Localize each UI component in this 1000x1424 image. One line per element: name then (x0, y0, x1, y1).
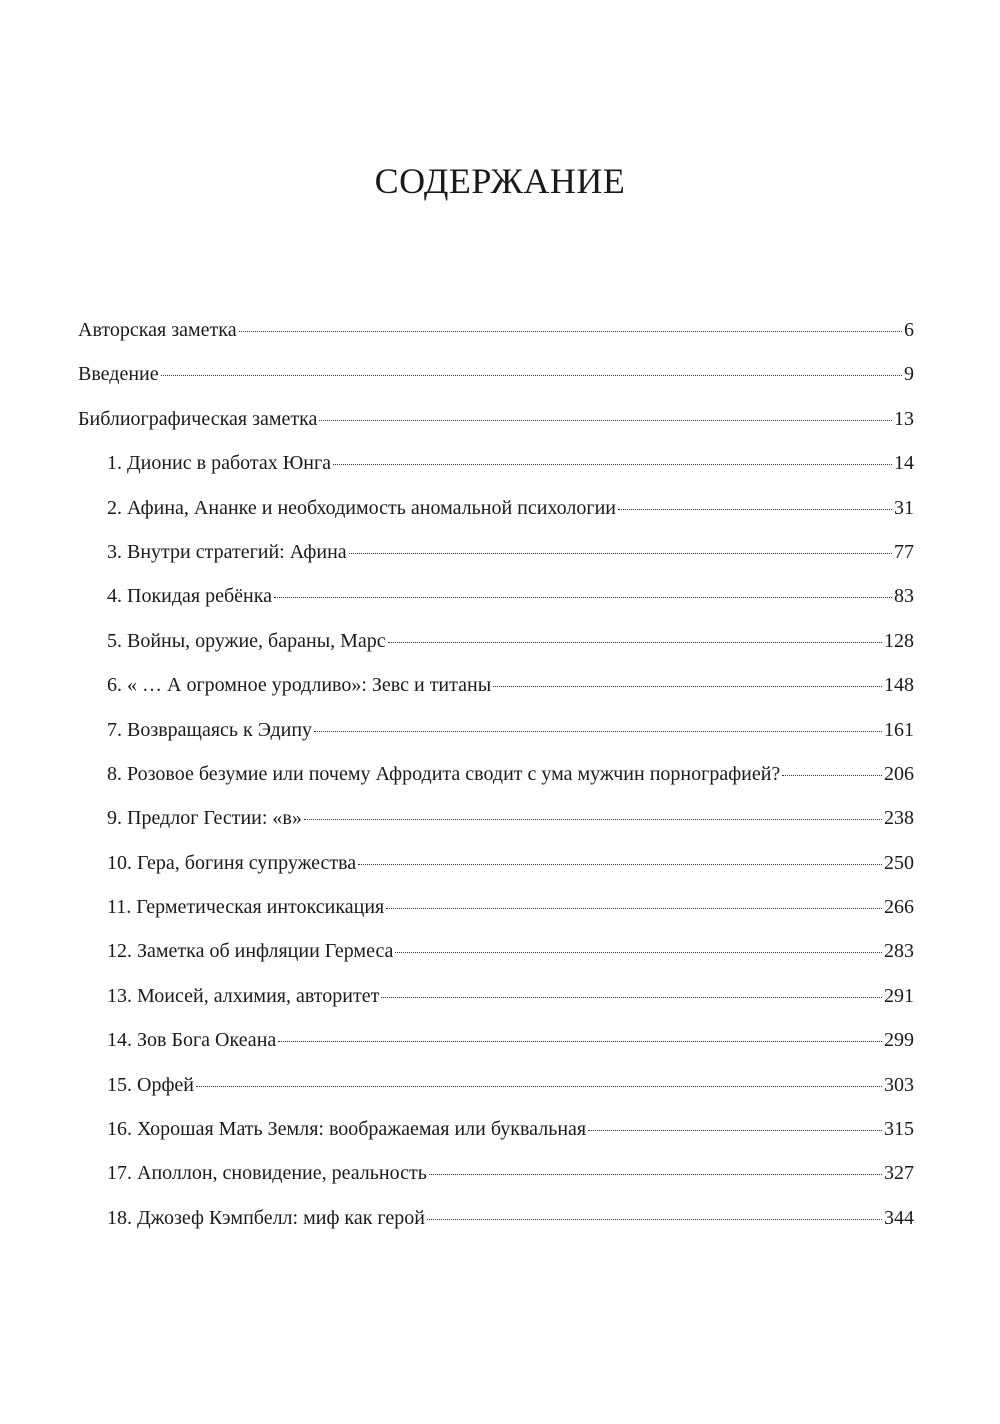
toc-entry-page-number: 13 (894, 407, 914, 430)
toc-entry-page-number: 31 (894, 496, 914, 519)
dot-leader (333, 464, 892, 465)
toc-entry-label: Авторская заметка (78, 319, 237, 341)
dot-leader (314, 731, 882, 732)
toc-entry-label: 6. « … А огромное уродливо»: Зевс и титаны (107, 674, 492, 697)
toc-entry-label: 10. Гера, богиня супружества (107, 851, 357, 874)
toc-entry (78, 891, 914, 935)
toc-entry-label: 12. Заметка об инфляции Гермеса (107, 940, 394, 963)
toc-entry-page-number: 9 (904, 363, 914, 386)
dot-leader (196, 1086, 882, 1087)
toc-entry (78, 492, 914, 536)
toc-entry-label: 11. Герметическая интоксикация (107, 896, 385, 919)
toc-entry-label: Введение (78, 363, 159, 386)
dot-leader (274, 597, 892, 598)
toc-entry-label: 3. Внутри стратегий: Афина (107, 540, 347, 563)
toc-entry-label: 5. Войны, оружие, бараны, Марс (107, 629, 386, 652)
toc-entry-label: 8. Розовое безумие или почему Афродита сводит с ума мужчин порнографией? (107, 762, 781, 785)
toc-entry-page-number: 238 (884, 807, 914, 830)
toc-entry-page-number: 315 (884, 1118, 914, 1141)
toc-entry (78, 314, 914, 358)
toc-entry (78, 1202, 914, 1246)
toc-entry-page-number: 283 (884, 940, 914, 963)
toc-entry-page-number: 77 (894, 540, 914, 563)
dot-leader (319, 420, 892, 421)
dot-leader (349, 553, 892, 554)
dot-leader (618, 509, 892, 510)
toc-entry-page-number: 250 (884, 851, 914, 874)
toc-entry (78, 1113, 914, 1157)
toc-entry (78, 935, 914, 979)
toc-entry (78, 1157, 914, 1201)
toc-entry (78, 669, 914, 713)
toc-entry-page-number: 303 (884, 1073, 914, 1096)
toc-entry-page-number: 344 (884, 1206, 914, 1229)
toc-entry-page-number: 291 (884, 984, 914, 1007)
toc-entry (78, 980, 914, 1024)
dot-leader (493, 686, 882, 687)
dot-leader (278, 1041, 882, 1042)
toc-entry-label: 14. Зов Бога Океана (107, 1029, 277, 1052)
toc-entry-page-number: 299 (884, 1029, 914, 1052)
toc-entry-label: 2. Афина, Ананке и необходимость аномальной психологии (107, 496, 617, 519)
toc-entry-label: 4. Покидая ребёнка (107, 585, 273, 608)
toc-entry-label: 15. Орфей (107, 1073, 194, 1096)
dot-leader (358, 864, 882, 865)
dot-leader (381, 997, 882, 998)
table-of-contents (78, 314, 914, 1246)
toc-entry (78, 847, 914, 891)
dot-leader (388, 642, 882, 643)
dot-leader (782, 775, 882, 776)
toc-entry (78, 714, 914, 758)
toc-entry-label: 9. Предлог Гестии: «в» (107, 807, 302, 830)
toc-entry-page-number: 206 (884, 762, 914, 785)
toc-entry-page-number: 148 (884, 674, 914, 697)
toc-entry-label: 16. Хорошая Мать Земля: воображаемая или буквальная (107, 1118, 587, 1141)
dot-leader (304, 819, 882, 820)
toc-entry-page-number: 327 (884, 1162, 914, 1185)
toc-entry-page-number: 128 (884, 629, 914, 652)
toc-entry-label: 18. Джозеф Кэмпбелл: миф как герой (107, 1206, 425, 1229)
toc-entry (78, 580, 914, 624)
toc-entry-label: Библиографическая заметка (78, 407, 318, 430)
toc-entry (78, 1024, 914, 1068)
toc-entry (78, 1069, 914, 1113)
dot-leader (429, 1174, 882, 1175)
toc-entry-label: 13. Моисей, алхимия, авторитет (107, 984, 380, 1007)
toc-entry (78, 536, 914, 580)
toc-entry-label: 17. Аполлон, сновидение, реальность (107, 1162, 427, 1185)
dot-leader (395, 952, 882, 953)
toc-entry-label: 1. Дионис в работах Юнга (107, 452, 332, 475)
toc-entry-page-number: 6 (904, 319, 914, 341)
toc-entry (78, 447, 914, 491)
toc-entry-page-number: 266 (884, 896, 914, 919)
toc-entry-page-number: 161 (884, 718, 914, 741)
dot-leader (161, 375, 902, 376)
toc-entry-label: 7. Возвращаясь к Эдипу (107, 718, 313, 741)
toc-entry (78, 758, 914, 802)
toc-entry-page-number: 83 (894, 585, 914, 608)
toc-entry (78, 625, 914, 669)
toc-entry-page-number: 14 (894, 452, 914, 475)
dot-leader (239, 331, 902, 332)
toc-entry (78, 403, 914, 447)
toc-entry (78, 358, 914, 402)
dot-leader (427, 1219, 882, 1220)
page-title: СОДЕРЖАНИЕ (374, 161, 626, 201)
toc-entry (78, 802, 914, 846)
dot-leader (386, 908, 882, 909)
dot-leader (588, 1130, 882, 1131)
